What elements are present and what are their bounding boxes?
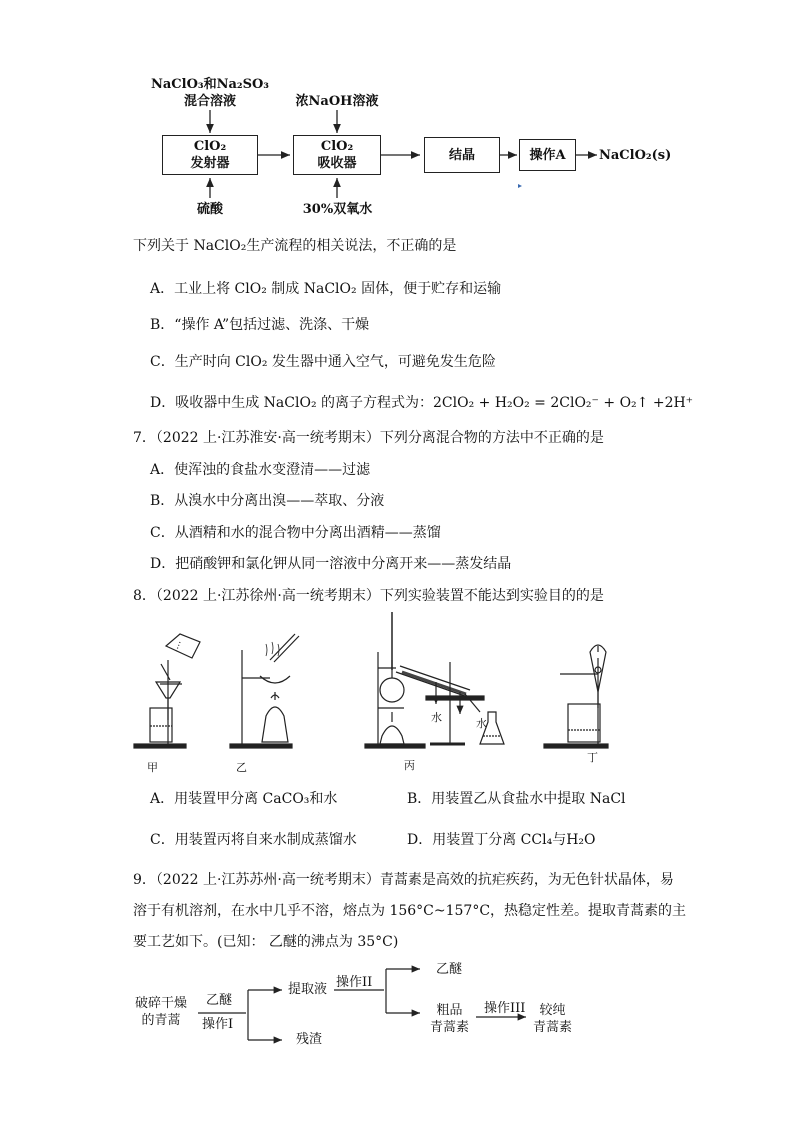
apparatus-label-jia: 甲 [147, 761, 158, 774]
water-inlet-label: 水 [431, 711, 442, 724]
question-8-stem: 8．（2022 上·江苏徐州·高一统考期末）下列实验装置不能达到实验目的的是 [133, 588, 604, 604]
question-7-stem: 7．（2022 上·江苏淮安·高一统考期末）下列分离混合物的方法中不正确的是 [133, 430, 604, 446]
question-9-stem-line3: 要工艺如下。(已知： 乙醚的沸点为 35°C) [133, 934, 399, 950]
question-7-option-d: D．把硝酸钾和氯化钾从同一溶液中分离开来——蒸发结晶 [150, 556, 512, 572]
clo2-absorber-box: ClO₂ 吸收器 [293, 135, 381, 175]
apparatus-jia [134, 634, 200, 748]
crystallize-box: 结晶 [424, 137, 500, 173]
question-6-option-c: C．生产时向 ClO₂ 发生器中通入空气，可避免发生危险 [150, 354, 496, 370]
flow2-residue: 残渣 [296, 1032, 323, 1047]
question-9-stem-line1: 9．（2022 上·江苏苏州·高一统考期末）青蒿素是高效的抗疟疾药，为无色针状晶体，易 [133, 872, 674, 888]
apparatus-label-ding: 丁 [587, 751, 598, 764]
flow2-operation-3: 操作III [484, 1001, 526, 1016]
question-8-option-d: D．用装置丁分离 CCl₄与H₂O [407, 832, 596, 848]
operation-a-box: 操作A [519, 139, 576, 171]
question-7-option-a: A．使浑浊的食盐水变澄清——过滤 [150, 462, 371, 478]
flow2-reagent-ether: 乙醚 [206, 993, 233, 1008]
question-8-option-b: B．用装置乙从食盐水中提取 NaCl [407, 791, 626, 807]
flow2-start: 破碎干燥 的青蒿 [135, 996, 188, 1028]
flow2-arrows [0, 955, 794, 1065]
apparatus-yi [230, 634, 299, 748]
question-6-option-a: A．工业上将 ClO₂ 制成 NaClO₂ 固体，便于贮存和运输 [150, 281, 502, 297]
question-6-stem: 下列关于 NaClO₂生产流程的相关说法，不正确的是 [133, 238, 457, 254]
input-chlorate-sulfite: NaClO₃和Na₂SO₃ 混合溶液 [150, 77, 270, 109]
input-hydrogen-peroxide: 30%双氧水 [302, 202, 373, 217]
input-sulfuric-acid: 硫酸 [196, 202, 223, 217]
flow2-crude-artemisinin: 粗品 青蒿素 [430, 1003, 470, 1035]
flowchart-arrows [0, 0, 794, 230]
output-naclo2: NaClO₂(s) [599, 148, 672, 163]
input-naoh: 浓NaOH溶液 [295, 94, 379, 109]
apparatus-ding [544, 645, 608, 748]
flow2-operation-1: 操作I [202, 1017, 234, 1032]
apparatus-label-bing: 丙 [404, 759, 415, 772]
apparatus-label-yi: 乙 [236, 761, 247, 774]
flow2-operation-2: 操作II [336, 975, 373, 990]
question-9-stem-line2: 溶于有机溶剂，在水中几乎不溶，熔点为 156°C~157°C，热稳定性差。提取青蒿素的主 [133, 903, 687, 919]
clo2-generator-box: ClO₂ 发射器 [162, 135, 258, 175]
question-8-option-c: C．用装置丙将自来水制成蒸馏水 [150, 832, 357, 848]
flow2-extract: 提取液 [288, 982, 328, 997]
apparatus-figure [120, 612, 640, 777]
question-6-option-b: B．“操作 A”包括过滤、洗涤、干燥 [150, 317, 370, 333]
question-6-option-d: D．吸收器中生成 NaClO₂ 的离子方程式为：2ClO₂ + H₂O₂ = 2ClO₂⁻ + O₂↑ +2H⁺ [150, 395, 694, 411]
question-7-option-c: C．从酒精和水的混合物中分离出酒精——蒸馏 [150, 525, 441, 541]
question-7-option-b: B．从溴水中分离出溴——萃取、分液 [150, 493, 385, 509]
question-8-option-a: A．用装置甲分离 CaCO₃和水 [150, 791, 338, 807]
water-outlet-label: 水 [476, 717, 487, 730]
flow2-ether-out: 乙醚 [436, 962, 463, 977]
flow2-pure-artemisinin: 较纯 青蒿素 [533, 1003, 573, 1035]
